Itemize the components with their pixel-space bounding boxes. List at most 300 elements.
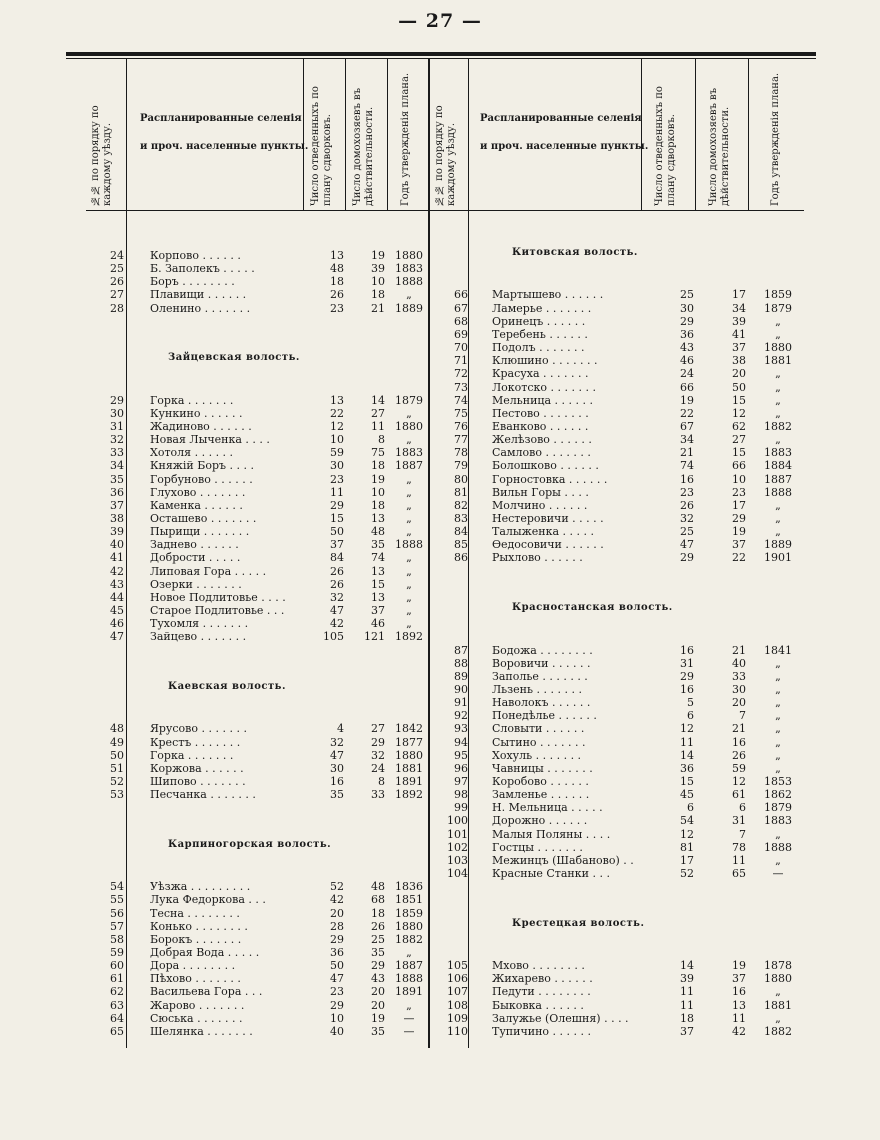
settlement-name: Оринецъ . . . . . . (492, 314, 586, 328)
plan-year: 1888 (764, 485, 792, 499)
table-row (0, 381, 880, 394)
plots-count: 16 (680, 472, 694, 486)
plots-count: 30 (330, 459, 344, 473)
households-count: 11 (732, 853, 746, 867)
plots-count: 23 (330, 985, 344, 999)
households-count: 21 (732, 722, 746, 736)
row-number: 33 (110, 446, 124, 460)
plots-count: 19 (680, 393, 694, 407)
settlement-name: Шелянка . . . . . . . (150, 1024, 253, 1038)
header-number: №№ по порядку по каждому уѣзду. (434, 105, 457, 206)
households-count: 11 (732, 1011, 746, 1025)
settlement-name: Жадиново . . . . . . (150, 419, 252, 433)
households-count: 121 (364, 630, 385, 644)
settlement-name: Хохуль . . . . . . . (492, 748, 582, 762)
plots-count: 13 (330, 393, 344, 407)
plan-year: 1881 (764, 354, 792, 368)
row-number: 61 (110, 972, 124, 986)
households-count: 42 (732, 1024, 746, 1038)
households-count: 26 (371, 919, 385, 933)
settlement-name: Кункино . . . . . . (150, 406, 243, 420)
table-row (0, 1012, 880, 1025)
households-count: 19 (371, 1011, 385, 1025)
plan-year: 1882 (764, 1024, 792, 1038)
row-number: 78 (454, 446, 468, 460)
settlement-name: Озерки . . . . . . . (150, 577, 242, 591)
plan-year: „ (775, 380, 781, 394)
settlement-name: Горка . . . . . . . (150, 393, 234, 407)
households-count: 19 (371, 472, 385, 486)
plots-count: 66 (680, 380, 694, 394)
plan-year: „ (406, 577, 412, 591)
table-row (0, 775, 880, 788)
plan-year: „ (775, 512, 781, 525)
row-number: 94 (454, 735, 468, 749)
plots-count: 6 (687, 801, 694, 815)
households-count: 14 (371, 393, 385, 407)
row-number: 99 (454, 801, 468, 815)
plots-count: 11 (680, 998, 694, 1012)
table-row (0, 591, 880, 604)
plan-year: 1879 (764, 801, 792, 815)
settlement-name: Липовая Гора . . . . . (150, 564, 267, 578)
households-count: 24 (371, 761, 385, 775)
settlement-name: Сюська . . . . . . . (150, 1011, 243, 1025)
row-number: 27 (110, 288, 124, 302)
row-number: 26 (110, 275, 124, 289)
row-number: 84 (454, 525, 468, 539)
plan-year: „ (406, 551, 412, 565)
plots-count: 16 (680, 682, 694, 696)
volost-heading: Красностанская волость. (512, 602, 673, 614)
row-number: 59 (110, 945, 124, 959)
header-plots: Число отведенныхъ по плану сдворковъ. (310, 86, 333, 206)
plan-year: 1888 (395, 972, 423, 986)
row-number: 43 (110, 577, 124, 591)
settlement-name: Горка . . . . . . . (150, 748, 234, 762)
households-count: 13 (732, 998, 746, 1012)
households-count: 35 (371, 538, 385, 552)
plots-count: 35 (330, 788, 344, 802)
settlement-name: Осташево . . . . . . . (150, 512, 257, 525)
plan-year: 1880 (764, 972, 792, 986)
table-row (0, 578, 880, 591)
households-count: 19 (371, 249, 385, 262)
plan-year: 1882 (764, 419, 792, 433)
plan-year: 1889 (764, 538, 792, 552)
settlement-name: Замленье . . . . . . (492, 788, 590, 802)
plots-count: 11 (680, 735, 694, 749)
plan-year: 1881 (395, 761, 423, 775)
table-row (0, 473, 880, 486)
households-count: 8 (378, 433, 385, 447)
row-number: 56 (110, 906, 124, 920)
households-count: 48 (371, 880, 385, 894)
households-count: 37 (371, 604, 385, 618)
plan-year: 1882 (395, 932, 423, 946)
row-number: 39 (110, 525, 124, 539)
settlement-name: Добрая Вода . . . . . (150, 945, 260, 959)
plan-year: 1862 (764, 788, 792, 802)
plots-count: 29 (680, 314, 694, 328)
settlement-name: Льзень . . . . . . . (492, 682, 582, 696)
row-number: 87 (454, 643, 468, 657)
row-number: 46 (110, 617, 124, 631)
row-number: 90 (454, 682, 468, 696)
plots-count: 10 (330, 1011, 344, 1025)
settlement-name: Бодожа . . . . . . . . (492, 643, 593, 657)
settlement-name: Тухомля . . . . . . . (150, 617, 249, 631)
row-number: 95 (454, 748, 468, 762)
households-count: 15 (371, 577, 385, 591)
row-number: 50 (110, 748, 124, 762)
settlement-name: Шипово . . . . . . . (150, 775, 246, 788)
row-number: 67 (454, 301, 468, 315)
settlement-name: Болошково . . . . . . (492, 459, 599, 473)
households-count: 15 (732, 393, 746, 407)
plots-count: 16 (330, 775, 344, 788)
settlement-name: Васильева Гора . . . (150, 985, 263, 999)
plots-count: 47 (680, 538, 694, 552)
plan-year: 1888 (395, 275, 423, 289)
plan-year: 1877 (395, 735, 423, 749)
table-row (0, 1025, 880, 1038)
plan-year: „ (775, 722, 781, 736)
plan-year: „ (775, 985, 781, 999)
households-count: 8 (378, 775, 385, 788)
row-number: 49 (110, 735, 124, 749)
plan-year: „ (775, 498, 781, 512)
header-number: №№ по порядку по каждому уѣзду. (90, 105, 113, 206)
plan-year: 1842 (395, 722, 423, 736)
settlement-name: Глухово . . . . . . . (150, 485, 246, 499)
plots-count: 105 (323, 630, 344, 644)
plots-count: 29 (680, 551, 694, 565)
settlement-name: Б. Заполекъ . . . . . (150, 262, 255, 276)
settlement-name: Пестово . . . . . . . (492, 406, 589, 420)
settlement-name: Жарово . . . . . . . (150, 998, 245, 1012)
table-row (0, 394, 880, 407)
table-row (0, 538, 880, 551)
settlement-name: Наволокъ . . . . . . (492, 696, 591, 710)
plots-count: 30 (680, 301, 694, 315)
plan-year: „ (775, 827, 781, 841)
header-year: Годъ утвержденія плана. (770, 72, 781, 206)
plan-year: „ (775, 406, 781, 420)
settlement-name: Новое Подлитовье . . . . (150, 590, 286, 604)
row-number: 62 (110, 985, 124, 999)
plots-count: 23 (680, 485, 694, 499)
settlement-name: Коробово . . . . . . (492, 775, 589, 788)
table-row (0, 722, 880, 735)
plan-year: 1891 (395, 775, 423, 788)
row-number: 52 (110, 775, 124, 788)
settlement-name: Мартышево . . . . . . (492, 288, 604, 302)
households-count: 68 (371, 893, 385, 907)
row-number: 85 (454, 538, 468, 552)
row-number: 30 (110, 406, 124, 420)
plan-year: „ (406, 617, 412, 631)
households-count: 13 (371, 564, 385, 578)
row-number: 83 (454, 512, 468, 525)
plan-year: 1883 (395, 262, 423, 276)
plan-year: 1880 (764, 341, 792, 355)
row-number: 74 (454, 393, 468, 407)
plan-year: 1884 (764, 459, 792, 473)
households-count: 21 (732, 643, 746, 657)
households-count: 37 (732, 972, 746, 986)
settlement-name: Каменка . . . . . . (150, 498, 243, 512)
plots-count: 48 (330, 262, 344, 276)
households-count: 15 (732, 446, 746, 460)
households-count: 48 (371, 525, 385, 539)
row-number: 97 (454, 775, 468, 788)
households-count: 7 (739, 709, 746, 723)
table-row (0, 999, 880, 1012)
plots-count: 20 (330, 906, 344, 920)
table-row (0, 736, 880, 749)
plots-count: 23 (330, 301, 344, 315)
households-count: 12 (732, 775, 746, 788)
households-count: 17 (732, 288, 746, 302)
table-row (0, 565, 880, 578)
table-row (0, 459, 880, 472)
households-count: 18 (371, 498, 385, 512)
households-count: 27 (732, 433, 746, 447)
plan-year: „ (406, 945, 412, 959)
settlement-name: Борокъ . . . . . . . (150, 932, 242, 946)
plots-count: 25 (680, 288, 694, 302)
plan-year: „ (406, 564, 412, 578)
plots-count: 37 (330, 538, 344, 552)
row-number: 28 (110, 301, 124, 315)
plan-year: 1881 (764, 998, 792, 1012)
table-row (0, 749, 880, 762)
row-number: 66 (454, 288, 468, 302)
plots-count: 18 (680, 1011, 694, 1025)
table-row (0, 985, 880, 998)
row-number: 44 (110, 590, 124, 604)
table-row (0, 275, 880, 288)
settlement-name: Подолъ . . . . . . . (492, 341, 585, 355)
row-number: 53 (110, 788, 124, 802)
settlement-name: Сытино . . . . . . . (492, 735, 586, 749)
row-number: 106 (447, 972, 468, 986)
table-row (0, 854, 880, 867)
table-row (0, 644, 880, 657)
plots-count: 4 (337, 722, 344, 736)
households-count: 37 (732, 341, 746, 355)
plan-year: 1880 (395, 919, 423, 933)
plots-count: 25 (680, 525, 694, 539)
settlement-name: Конько . . . . . . . . (150, 919, 248, 933)
households-count: 10 (732, 472, 746, 486)
plots-count: 47 (330, 972, 344, 986)
row-number: 89 (454, 669, 468, 683)
table-row (0, 367, 880, 380)
households-count: 17 (732, 498, 746, 512)
plots-count: 26 (330, 564, 344, 578)
plots-count: 21 (680, 446, 694, 460)
plots-count: 29 (330, 498, 344, 512)
settlement-name: Еванково . . . . . . (492, 419, 589, 433)
row-number: 71 (454, 354, 468, 368)
plan-year: „ (775, 682, 781, 696)
plan-year: „ (775, 314, 781, 328)
plots-count: 42 (330, 617, 344, 631)
plan-year: — (772, 867, 784, 881)
households-count: 78 (732, 840, 746, 854)
households-count: 11 (371, 419, 385, 433)
row-number: 37 (110, 498, 124, 512)
plan-year: „ (775, 735, 781, 749)
plan-year: „ (775, 669, 781, 683)
households-count: 10 (371, 485, 385, 499)
settlement-name: Хотоля . . . . . . (150, 446, 234, 460)
row-number: 54 (110, 880, 124, 894)
row-number: 93 (454, 722, 468, 736)
settlement-name: Зайцево . . . . . . . (150, 630, 247, 644)
plan-year: 1880 (395, 748, 423, 762)
plots-count: 10 (330, 433, 344, 447)
table-row (0, 302, 880, 315)
settlement-name: Локотско . . . . . . . (492, 380, 596, 394)
settlement-name: Песчанка . . . . . . . (150, 788, 256, 802)
plots-count: 32 (330, 735, 344, 749)
row-number: 38 (110, 512, 124, 525)
households-count: 29 (371, 959, 385, 973)
row-number: 35 (110, 472, 124, 486)
plots-count: 15 (330, 512, 344, 525)
header-year: Годъ утвержденія плана. (400, 72, 411, 206)
settlement-name: Лука Федоркова . . . (150, 893, 266, 907)
plots-count: 74 (680, 459, 694, 473)
settlement-name: Заднево . . . . . . (150, 538, 239, 552)
row-number: 25 (110, 262, 124, 276)
settlement-name: Горностовка . . . . . . (492, 472, 608, 486)
table-row (0, 630, 880, 643)
row-number: 31 (110, 419, 124, 433)
settlement-name: Педути . . . . . . . . (492, 985, 591, 999)
plots-count: 13 (330, 249, 344, 262)
plots-count: 39 (680, 972, 694, 986)
plots-count: 36 (680, 327, 694, 341)
plan-year: „ (775, 748, 781, 762)
households-count: 35 (371, 945, 385, 959)
households-count: 20 (371, 998, 385, 1012)
plots-count: 26 (330, 288, 344, 302)
households-count: 22 (732, 551, 746, 565)
settlement-name: Крестъ . . . . . . . (150, 735, 241, 749)
row-number: 69 (454, 327, 468, 341)
table-row (0, 486, 880, 499)
plan-year: „ (775, 433, 781, 447)
plots-count: 81 (680, 840, 694, 854)
table-row (0, 893, 880, 906)
plan-year: 1892 (395, 630, 423, 644)
plan-year: 1888 (764, 840, 792, 854)
settlement-name: Оленино . . . . . . . (150, 301, 251, 315)
row-number: 108 (447, 998, 468, 1012)
plots-count: 42 (330, 893, 344, 907)
plots-count: 26 (680, 498, 694, 512)
table-row (0, 946, 880, 959)
households-count: 59 (732, 761, 746, 775)
header-settlement: Распланированные селенія и проч. населенные пункты. (140, 113, 309, 152)
volost-heading: Карпиногорская волость. (168, 838, 332, 850)
row-number: 63 (110, 998, 124, 1012)
plots-count: 22 (680, 406, 694, 420)
volost-heading: Китовская волость. (512, 247, 638, 258)
table-row (0, 407, 880, 420)
row-number: 55 (110, 893, 124, 907)
plots-count: 50 (330, 525, 344, 539)
plots-count: 28 (330, 919, 344, 933)
households-count: 29 (732, 512, 746, 525)
settlement-name: Клюшино . . . . . . . (492, 354, 598, 368)
table-row (0, 617, 880, 630)
header-plots: Число отведенныхъ по плану сдворковъ. (654, 86, 677, 206)
row-number: 100 (447, 814, 468, 828)
settlement-name: Ярусово . . . . . . . (150, 722, 247, 736)
plots-count: 47 (330, 748, 344, 762)
plan-year: 1887 (395, 959, 423, 973)
plan-year: „ (406, 512, 412, 525)
plots-count: 32 (680, 512, 694, 525)
table-row (0, 433, 880, 446)
plan-year: 1887 (395, 459, 423, 473)
plots-count: 29 (680, 669, 694, 683)
table-row (0, 788, 880, 801)
settlement-name: Залужье (Олешня) . . . . (492, 1011, 629, 1025)
row-number: 110 (447, 1024, 468, 1038)
row-number: 60 (110, 959, 124, 973)
plots-count: 43 (680, 341, 694, 355)
households-count: 20 (371, 985, 385, 999)
plan-year: 1888 (395, 538, 423, 552)
plots-count: 67 (680, 419, 694, 433)
volost-heading: Крестецкая волость. (512, 917, 645, 929)
plan-year: „ (406, 498, 412, 512)
row-number: 41 (110, 551, 124, 565)
plan-year: „ (406, 433, 412, 447)
table-row (0, 933, 880, 946)
households-count: 10 (371, 275, 385, 289)
table-row (0, 838, 880, 854)
settlement-name: Горбуново . . . . . . (150, 472, 253, 486)
header-settlement: Распланированные селенія и проч. населенные пункты. (480, 113, 649, 152)
table-row (0, 288, 880, 301)
row-number: 24 (110, 249, 124, 262)
plan-year: 1880 (395, 249, 423, 262)
plan-year: 1901 (764, 551, 792, 565)
households-count: 74 (371, 551, 385, 565)
settlement-name: Боръ . . . . . . . . (150, 275, 235, 289)
plan-year: „ (406, 590, 412, 604)
table-row (0, 525, 880, 538)
plots-count: 45 (680, 788, 694, 802)
plan-year: „ (775, 696, 781, 710)
plots-count: 15 (680, 775, 694, 788)
plan-year: „ (775, 761, 781, 775)
plan-year: 1879 (764, 301, 792, 315)
table-row (0, 551, 880, 564)
row-number: 104 (447, 867, 468, 881)
row-number: 105 (447, 959, 468, 973)
plan-year: „ (775, 709, 781, 723)
table-row (0, 315, 880, 328)
households-count: 30 (732, 682, 746, 696)
